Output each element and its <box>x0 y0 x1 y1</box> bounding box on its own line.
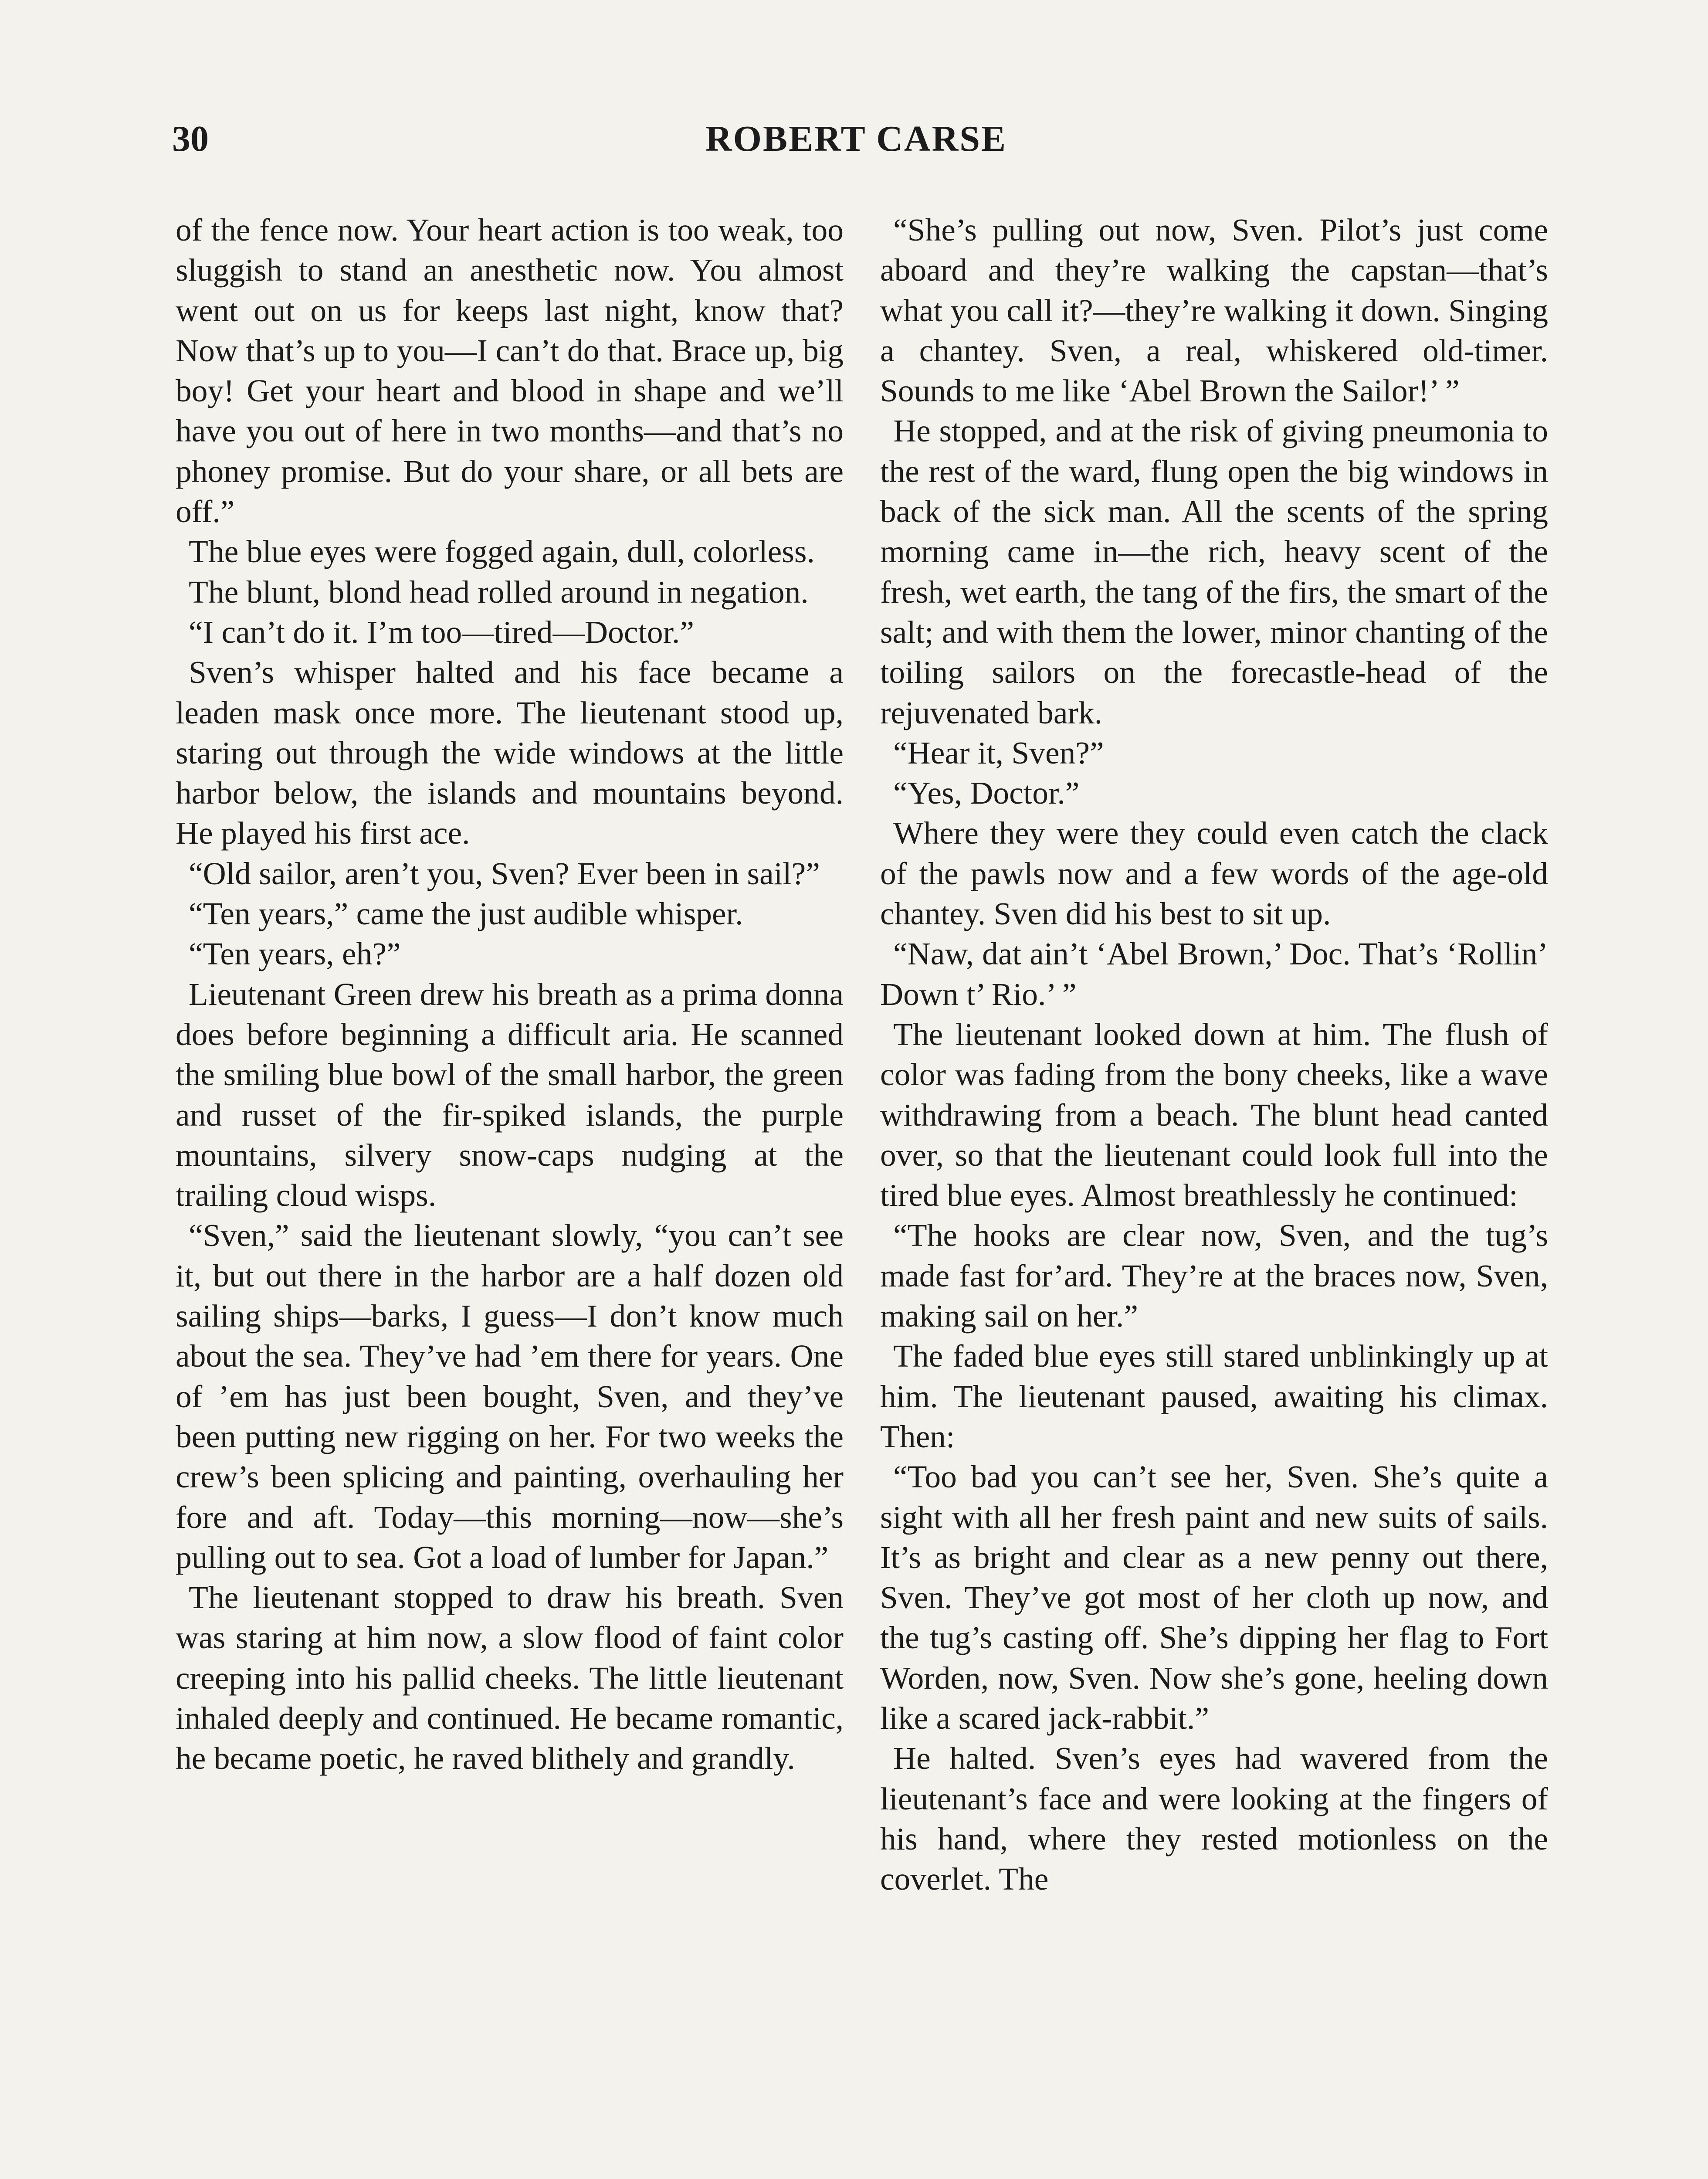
paragraph: “Naw, dat ain’t ‘Abel Brown,’ Doc. That’s ‘Rollin’ Down t’ Rio.’ ” <box>880 936 1548 1012</box>
right-column <box>880 210 1548 1899</box>
page-header <box>172 118 1540 174</box>
running-head: ROBERT CARSE <box>705 119 1007 159</box>
paragraph: “I can’t do it. I’m too—tired—Doctor.” <box>189 614 695 650</box>
paragraph: “Hear it, Sven?” <box>893 735 1104 770</box>
paragraph: “Ten years,” came the just audible whisper. <box>189 896 743 932</box>
paragraph: The blue eyes were fogged again, dull, colorless. <box>189 534 815 570</box>
page-number: 30 <box>172 119 209 159</box>
paragraph: The lieutenant looked down at him. The flush of color was fading from the bony cheeks, like a wave withdrawing from a beach. The blunt head canted over, so that the lieutenant could look full into the tired blue eyes. Almost breathlessly he continued: <box>880 1016 1548 1213</box>
paragraph: “Old sailor, aren’t you, Sven? Ever been in sail?” <box>189 855 820 891</box>
paragraph: “She’s pulling out now, Sven. Pilot’s just come aboard and they’re walking the capstan—that’s what you call it?—they’re walking it down. Singing a chantey. Sven, a real, whiskered old-timer. Sounds to me like ‘Abel Brown the Sailor!’ ” <box>880 212 1548 409</box>
left-column <box>176 210 844 1779</box>
paragraph: Lieutenant Green drew his breath as a prima donna does before beginning a difficult aria. He scanned the smiling blue bowl of the small harbor, the green and russet of the fir-spiked islands, the purple mountains, silvery snow-caps nudging at the trailing cloud wisps. <box>176 976 844 1213</box>
paragraph: Where they were they could even catch the clack of the pawls now and a few words of the age-old chantey. Sven did his best to sit up. <box>880 815 1548 932</box>
paragraph: “Sven,” said the lieutenant slowly, “you can’t see it, but out there in the harbor are a half dozen old sailing ships—barks, I guess—I don’t know much about the sea. They’ve had ’em there for years. One of ’em has just been bought, Sven, and they’ve been putting new rigging on her. For two weeks the crew’s been splicing and painting, overhauling her fore and aft. Today—this morning—now—she’s pulling out to sea. Got a load of lumber for Japan.” <box>176 1218 844 1575</box>
paragraph: “Ten years, eh?” <box>189 936 401 972</box>
paragraph: The faded blue eyes still stared unblinkingly up at him. The lieutenant paused, awaiting his climax. Then: <box>880 1338 1548 1454</box>
paragraph: “Yes, Doctor.” <box>893 775 1080 811</box>
paragraph: “The hooks are clear now, Sven, and the tug’s made fast for’ard. They’re at the braces now, Sven, making sail on her.” <box>880 1218 1548 1334</box>
paragraph: Sven’s whisper halted and his face became a leaden mask once more. The lieutenant stood up, staring out through the wide windows at the little harbor below, the islands and mountains beyond. He played his first ace. <box>176 655 844 851</box>
paragraph: He stopped, and at the risk of giving pneumonia to the rest of the ward, flung open the big windows in back of the sick man. All the scents of the spring morning came in—the rich, heavy scent of the fresh, wet earth, the tang of the firs, the smart of the salt; and with them the lower, minor chanting of the toiling sailors on the forecastle-head of the rejuvenated bark. <box>880 413 1548 730</box>
paragraph: He halted. Sven’s eyes had wavered from the lieutenant’s face and were looking at the fingers of his hand, where they rested motionless on the coverlet. The <box>880 1741 1548 1897</box>
paragraph: of the fence now. Your heart action is too weak, too sluggish to stand an anesthetic now. You almost went out on us for keeps last night, know that? Now that’s up to you—I can’t do that. Brace up, big boy! Get your heart and blood in shape and we’ll have you out of here in two months—and that’s no phoney promise. But do your share, or all bets are off.” <box>176 212 844 529</box>
paragraph: The lieutenant stopped to draw his breath. Sven was staring at him now, a slow flood of faint color creeping into his pallid cheeks. The little lieutenant inhaled deeply and continued. He became romantic, he became poetic, he raved blithely and grandly. <box>176 1580 844 1776</box>
paragraph: The blunt, blond head rolled around in negation. <box>189 574 809 610</box>
paragraph: “Too bad you can’t see her, Sven. She’s quite a sight with all her fresh paint and new suits of sails. It’s as bright and clear as a new penny out there, Sven. They’ve got most of her cloth up now, and the tug’s casting off. She’s dipping her flag to Fort Worden, now, Sven. Now she’s gone, heeling down like a scared jack-rabbit.” <box>880 1459 1548 1736</box>
